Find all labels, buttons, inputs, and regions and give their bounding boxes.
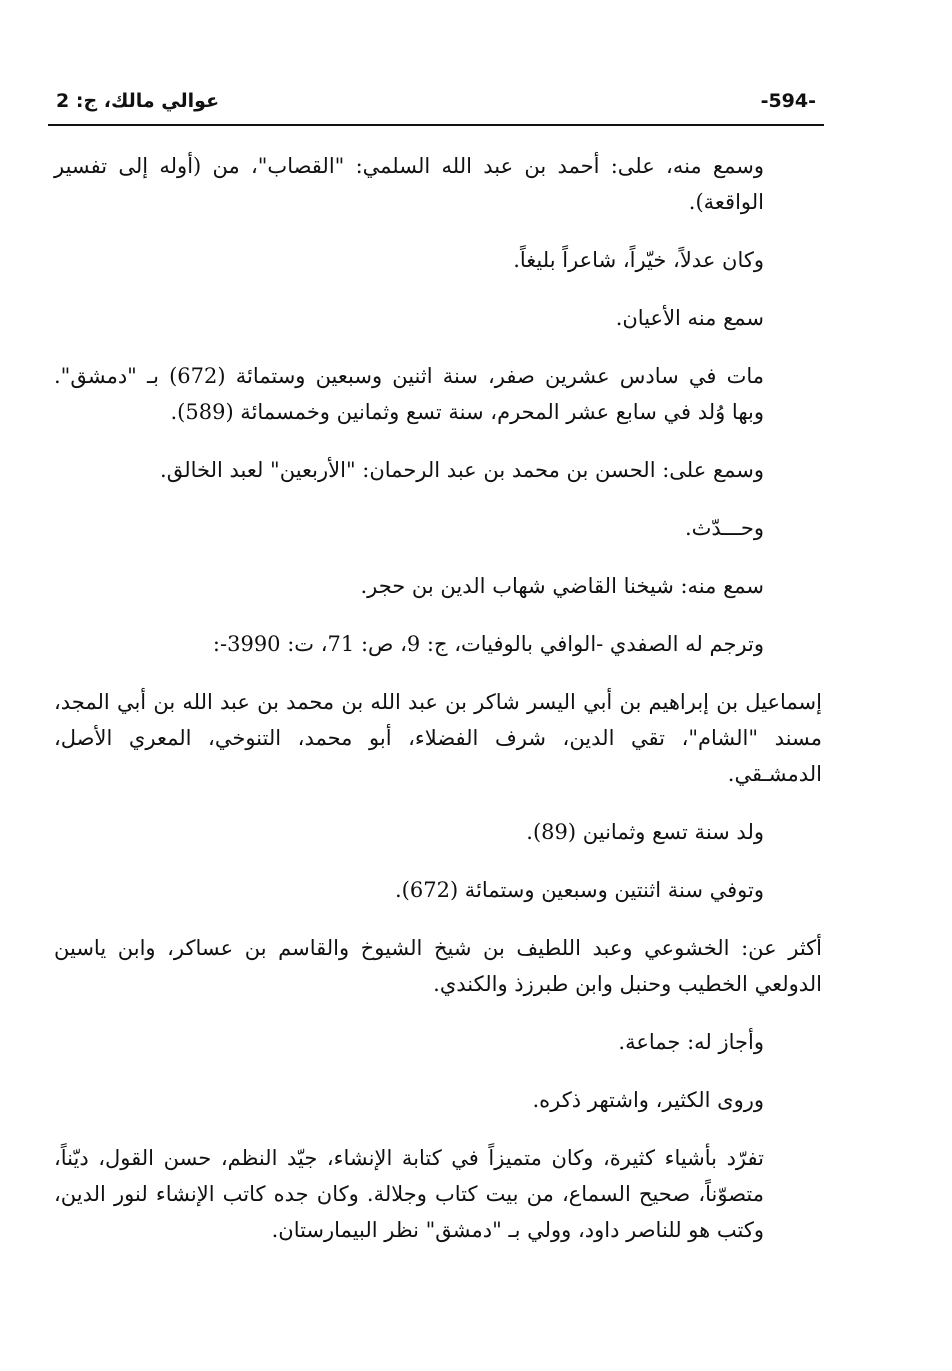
- paragraph: وسمع على: الحسن بن محمد بن عبد الرحمان: "الأربعين" لعبد الخالق.: [160, 458, 764, 482]
- running-title: عوالي مالك، ج: 2: [56, 90, 220, 112]
- paragraph: وكان عدلاً، خيّراً، شاعراً بليغاً.: [513, 248, 764, 272]
- header-rule: [48, 124, 824, 126]
- paragraph: وسمع منه، على: أحمد بن عبد الله السلمي: "القصاب"، من (أوله إلى تفسير الواقعة).: [54, 154, 764, 214]
- paragraph: إسماعيل بن إبراهيم بن أبي اليسر شاكر بن عبد الله بن محمد بن عبد الله بن أبي المجد، مسند "الشام"، تقي الدين، شرف الفضلاء، أبو محمد، التنوخي، المعري الأصل، الدمشـقي.: [54, 690, 822, 786]
- paragraph: وترجم له الصفدي -الوافي بالوفيات، ج: 9، ص: 71، ت: 3990-:: [212, 632, 764, 656]
- paragraph: ولد سنة تسع وثمانين (89).: [526, 820, 764, 844]
- paragraph: وروى الكثير، واشتهر ذكره.: [532, 1088, 764, 1112]
- page-body: [54, 148, 822, 1270]
- paragraph: سمع منه الأعيان.: [615, 306, 764, 330]
- paragraph: أكثر عن: الخشوعي وعبد اللطيف بن شيخ الشيوخ والقاسم بن عساكر، وابن ياسين الدولعي الخطيب وحنبل وابن طبرزذ والكندي.: [54, 936, 822, 996]
- paragraph: وحـــدّث.: [684, 516, 764, 540]
- page-number: -594-: [760, 90, 816, 112]
- paragraph: وتوفي سنة اثنتين وسبعين وستمائة (672).: [394, 878, 764, 902]
- paragraph: مات في سادس عشرين صفر، سنة اثنين وسبعين وستمائة (672) بـ "دمشق". وبها وُلد في سابع عشر المحرم، سنة تسع وثمانين وخمسمائة (589).: [54, 364, 764, 424]
- paragraph: سمع منه: شيخنا القاضي شهاب الدين بن حجر.: [360, 574, 764, 598]
- paragraph: وأجاز له: جماعة.: [618, 1030, 764, 1054]
- page-header: [48, 88, 824, 128]
- paragraph: تفرّد بأشياء كثيرة، وكان متميزاً في كتابة الإنشاء، جيّد النظم، حسن القول، ديّناً، متصوّناً، صحيح السماع، من بيت كتاب وجلالة. وكان جده كاتب الإنشاء لنور الدين، وكتب هو للناصر داود، وولي بـ "دمشق" نظر البيمارستان.: [54, 1146, 764, 1242]
